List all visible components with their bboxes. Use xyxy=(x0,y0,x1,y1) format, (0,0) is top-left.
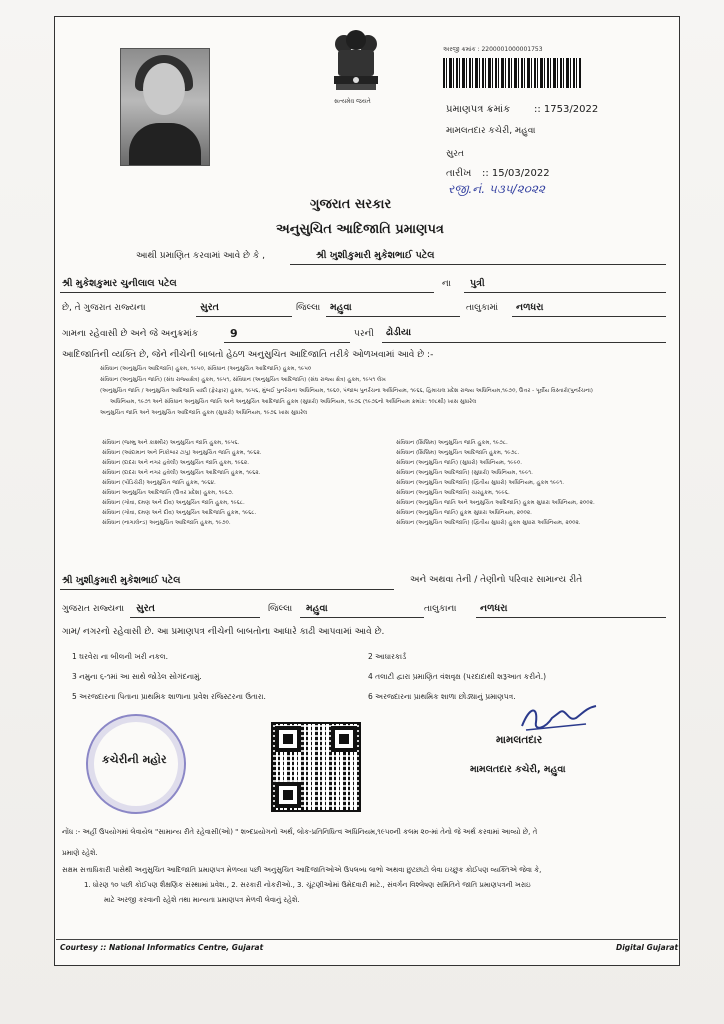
intro-text: આથી પ્રમાણિત કરવામાં આવે છે કે , xyxy=(136,251,265,261)
order-line: અધિનિયમ, ૧૯૭૧ અને સંવિધાન અનુસુચિત જાતિ અને અનુસુચિત આદિજાતિ હુકમ (સુધારો) અધિનિયમ, ૧૯૭૬ (૧૯૭૬નો અધિનિયમ ક્રમાંક: ૧૦૮થી) ખાસ સુધારેલ xyxy=(110,399,477,405)
qr-code xyxy=(271,722,361,812)
section2-village-value: નળધરા xyxy=(480,603,508,614)
underline xyxy=(130,617,260,618)
note-2: સક્ષમ સત્તાધિકારી પાસેથી અનુસુચિત આદિજાતિ પ્રમાણપત્ર મેળવ્યા પછી અનુસુચિત આદિજાતિઓએ ઉપલબ્ધ લાભો અથવા છુટછાટો લેવા ઇચ્છુક કોઈપણ વ્યક્તિએ જેવા કે, xyxy=(62,866,542,874)
order-item: સંવિધાન (દાદરા અને નગર હવેલી) અનુસુચિત આદિજાતિ હુકમ, ૧૯૬૨. xyxy=(102,470,261,476)
underline xyxy=(300,617,424,618)
signature-icon xyxy=(516,698,600,738)
footer-divider xyxy=(56,939,678,940)
orders-right-column xyxy=(396,438,595,528)
seal-text: કચેરીની મહોર xyxy=(102,753,167,766)
basis-item: 3 નમુના ૬-૧માં આ સાથે જોડેલ સોગંદનામું. xyxy=(72,672,202,681)
order-line: સંવિધાન (અનુસુચિત આદિજાતિ) હુકમ, ૧૯૫૦, સંવિધાન (અનુસુચિત આદિજાતિ) હુકમ, ૧૯૫૦ xyxy=(100,366,312,372)
basis-item: 1 ઘરવેરા ના બીલની ખરી નકલ. xyxy=(72,652,168,661)
signatory-office: મામલતદાર કચેરી, મહુવા xyxy=(470,764,566,775)
order-line: અનુસુચિત જાતિ અને અનુસુચિત આદિજાતિ હુકમ (સુધારો) અધિનિયમ, ૧૯૭૬ ખાસ સુધારેલ xyxy=(100,410,308,416)
handwritten-registration-no: રજી.નં. ૫૩૫/૨૦૨૨ xyxy=(448,182,545,196)
applicant-name: શ્રી ખુશીકુમારી મુકેશભાઈ પટેલ xyxy=(316,250,435,261)
office-line2: સુરત xyxy=(446,149,464,159)
basis-item: 4 તલાટી દ્વારા પ્રમાણિત વંશવૃક્ષ (પરદાદાથી શરૂઆત કરીને.) xyxy=(368,672,547,681)
order-item: સંવિધાન (ગોવા, દમણ અને દીવ) અનુસુચિત આદિજાતિ હુકમ, ૧૯૬૮. xyxy=(102,510,257,516)
underline xyxy=(290,264,666,265)
underline xyxy=(326,316,460,317)
underline xyxy=(60,589,394,590)
cert-no-label: પ્રમાણપત્ર ક્રમાંક xyxy=(446,104,511,115)
serial-value: 9 xyxy=(230,327,238,340)
section2-name: શ્રી ખુશીકુમારી મુકેશભાઈ પટેલ xyxy=(62,575,181,586)
basis-item: 5 અરજદારના પિતાના પ્રાથમિક શાળાના પ્રવેશ રજિસ્ટરના ઉતારા. xyxy=(72,692,266,701)
state-emblem-icon xyxy=(328,26,384,106)
order-item: સંવિધાન (જમ્મુ અને કાશ્મીર) અનુસુચિત જાતિ હુકમ, ૧૯૫૬. xyxy=(102,440,240,446)
footer-courtesy: Courtesy :: National Informatics Centre, Gujarat xyxy=(60,943,264,952)
signatory-title: મામલતદાર xyxy=(496,734,543,746)
order-item: સંવિધાન (સિક્કિમ) અનુસુચિત જાતિ હુકમ, ૧૯૭૮. xyxy=(396,440,508,446)
taluka-value: મહુવા xyxy=(330,302,352,313)
underline xyxy=(60,292,434,293)
relation: પુત્રી xyxy=(470,278,485,289)
order-item: સંવિધાન (અનુસુચિત આદિજાતિ) ચારહુકમ, ૧૯૯૬. xyxy=(396,490,510,496)
na-label: ના xyxy=(442,279,451,289)
basis-item: 2 આધારકાર્ડ xyxy=(368,652,407,661)
tribe-statement: આદિજાતિની વ્યક્તિ છે, જેને નીચેની બાબતો હેઠળ અનુસુચિત આદિજાતિ તરીકે ઓળખવામાં આવે છે :- xyxy=(62,350,434,360)
order-item: સંવિધાન (પોંડિચેરી) અનુસુચિત જાતિ હુકમ, ૧૯૬૪. xyxy=(102,480,216,486)
basis-item: 6 અરજદારના પ્રાથમિક શાળા છોડ્યાનું પ્રમાણપત્ર. xyxy=(368,692,516,701)
underline xyxy=(464,292,666,293)
footer-brand: Digital Gujarat xyxy=(616,943,679,952)
emblem-caption: સત્યમેવ જયતે xyxy=(334,98,371,105)
note-1: નોંધ :- અહીં ઉપયોગમાં લેવાયેલ "સામાન્ય રીતે રહેવાસી(ઓ) " શબ્દપ્રયોગનો અર્થ, લોક-પ્રતિનિધિત્વ અધિનિયમ,૧૯૫૦ની કલમ ૨૦-માં તેનો જે અર્થ કરવામાં આવ્યો છે, તે xyxy=(62,828,538,836)
section2-state-label: ગુજરાત રાજ્યના xyxy=(62,604,125,614)
date-label: તારીખ xyxy=(446,168,472,179)
underline xyxy=(196,316,292,317)
section2-taluka-label: તાલુકાના xyxy=(424,604,457,614)
family-text: અને અથવા તેની / તેણીનો પરિવાર સામાન્ય રીતે xyxy=(410,575,583,585)
underline xyxy=(224,342,350,343)
note-1b: પ્રમાણે રહેશે. xyxy=(62,849,98,857)
section2-taluka-value: મહુવા xyxy=(306,603,328,614)
section2-district-label: જિલ્લા xyxy=(268,604,293,614)
tribe-value: ઢોડીયા xyxy=(386,327,412,338)
section2-resident-text: ગામ/ નગરનો રહેવાસી છે. આ પ્રમાણપત્ર નીચેની બાબતોના આધારે કાઢી આપવામાં આવે છે. xyxy=(62,627,385,637)
order-item: સંવિધાન (અનુસુચિત જાતિ અને અનુસુચિત આદિજાતિ) હુકમ સુધારા અધિનિયમ, ૨૦૦૨. xyxy=(396,500,595,506)
order-line: સંવિધાન (અનુસુચિત જાતિ) (સંઘ રાજ્યક્ષેત્ર) હુકમ, ૧૯૫૧, સંવિધાન (અનુસુચિત આદિજાતિ) (સંઘ રાજ્ય ક્ષેત્ર) હુકમ, ૧૯૫૧ લેખ xyxy=(100,377,386,383)
taluka-label: તાલુકામાં xyxy=(466,303,499,313)
orders-left-column xyxy=(102,438,262,528)
underline xyxy=(512,316,666,317)
order-item: સંવિધાન (અનુસુચિત આદિજાતિ) (દ્વિતીય સુધારો) અધિનિયમ, હુકમ ૧૯૯૧. xyxy=(396,480,565,486)
underline xyxy=(476,617,666,618)
order-item: સંવિધાન (ગોવા, દમણ અને દીવ) અનુસુચિત જાતિ હુકમ, ૧૯૬૮. xyxy=(102,500,245,506)
note-3: 1. ધોરણ ૧૦ પછી કોઈપણ શૈક્ષણિક સંસ્થામાં પ્રવેશ., 2. સરકારી નોકરીઓ., 3. ચૂંટણીઓમાં ઉમેદવારી માટે., સંવર્ગન વિશ્લેષણ સમિતિને જાતિ પ્રમાણપત્રની ખરાઇ xyxy=(84,881,531,889)
note-3b: માટે અરજી કરવાની રહેશે તથા માન્યતા પ્રમાણપત્ર મેળવી લેવાનું રહેશે. xyxy=(104,896,300,904)
order-item: સંવિધાન (આંદામાન અને નિકોબાર ટાપુ) અનુસુચિત જાતિ હુકમ, ૧૯૬૨. xyxy=(102,450,262,456)
resident-label: ગામના રહેવાસી છે અને જે અનુક્રમાંક xyxy=(62,329,199,339)
office-line1: મામલતદાર કચેરી, મહુવા xyxy=(446,126,536,136)
order-line: (અનુસુચિત જાતિ / અનુસુચિત આદિજાતિ યાદી (ફેરફાર) હુકમ, ૧૯૫૬, મુંબઈ પુનર્રચના અધિનિયમ, ૧૯૬૦, પંજાબ પુનર્રચના અધિનિયમ, ૧૯૬૬, હિમાચલ પ્રદેશ રાજ્ય અધિનિયમ,૧૯૭૦, ઉત્તર - પૂર્વીય વિસ્તારો(પુનર્રચના) xyxy=(100,388,593,394)
order-item: સંવિધાન (અનુસુચિત આદિજાતિ) (સુધારો) અધિનિયમ, ૧૯૯૧. xyxy=(396,470,533,476)
order-item: સંવિધાન અનુસુચિત આદિજાતિ (ઉત્તર પ્રદેશ) હુકમ, ૧૯૬૭. xyxy=(102,490,234,496)
underline xyxy=(382,342,666,343)
applicant-photo xyxy=(120,48,210,166)
state-prefix: છે, તે ગુજરાત રાજ્યના xyxy=(62,303,146,313)
barcode xyxy=(443,58,581,88)
cert-no-value: :: 1753/2022 xyxy=(534,104,599,115)
order-item: સંવિધાન (નાગાલેન્ડ) અનુસુચિત આદિજાતિ હુકમ, ૧૯૭૦. xyxy=(102,520,231,526)
order-item: સંવિધાન (દાદરા અને નગર હવેલી) અનુસુચિત જાતિ હુકમ, ૧૯૬૨. xyxy=(102,460,249,466)
district-value: સુરત xyxy=(200,302,219,313)
order-item: સંવિધાન (અનુસુચિત જાતિ) (સુધારો) અધિનિયમ, ૧૯૯૦. xyxy=(396,460,523,466)
date-value: :: 15/03/2022 xyxy=(482,168,550,179)
village-value: નળધરા xyxy=(516,302,544,313)
order-item: સંવિધાન (અનુસુચિત જાતિ) હુકમ સુધારા અધિનિયમ, ૨૦૦૨. xyxy=(396,510,532,516)
application-number: અરજી ક્રમાંક : 2200001000001753 xyxy=(443,46,543,53)
district-label: જિલ્લા xyxy=(296,303,321,313)
order-item: સંવિધાન (સિક્કિમ) અનુસુચિત આદિજાતિ હુકમ, ૧૯૭૮. xyxy=(396,450,520,456)
section2-district-value: સુરત xyxy=(136,603,155,614)
order-item: સંવિધાન (અનુસુચિત આદિજાતિ) (દ્વિતીય સુધારો) હુકમ સુધારા અધિનિયમ, ૨૦૦૨. xyxy=(396,520,581,526)
of-label: પરની xyxy=(354,329,374,339)
certificate-title: અનુસુચિત આદિજાતિ પ્રમાણપત્ર xyxy=(276,222,444,237)
father-name: શ્રી મુકેશકુમાર ચુનીલાલ પટેલ xyxy=(62,278,177,289)
govt-title: ગુજરાત સરકાર xyxy=(310,197,392,212)
